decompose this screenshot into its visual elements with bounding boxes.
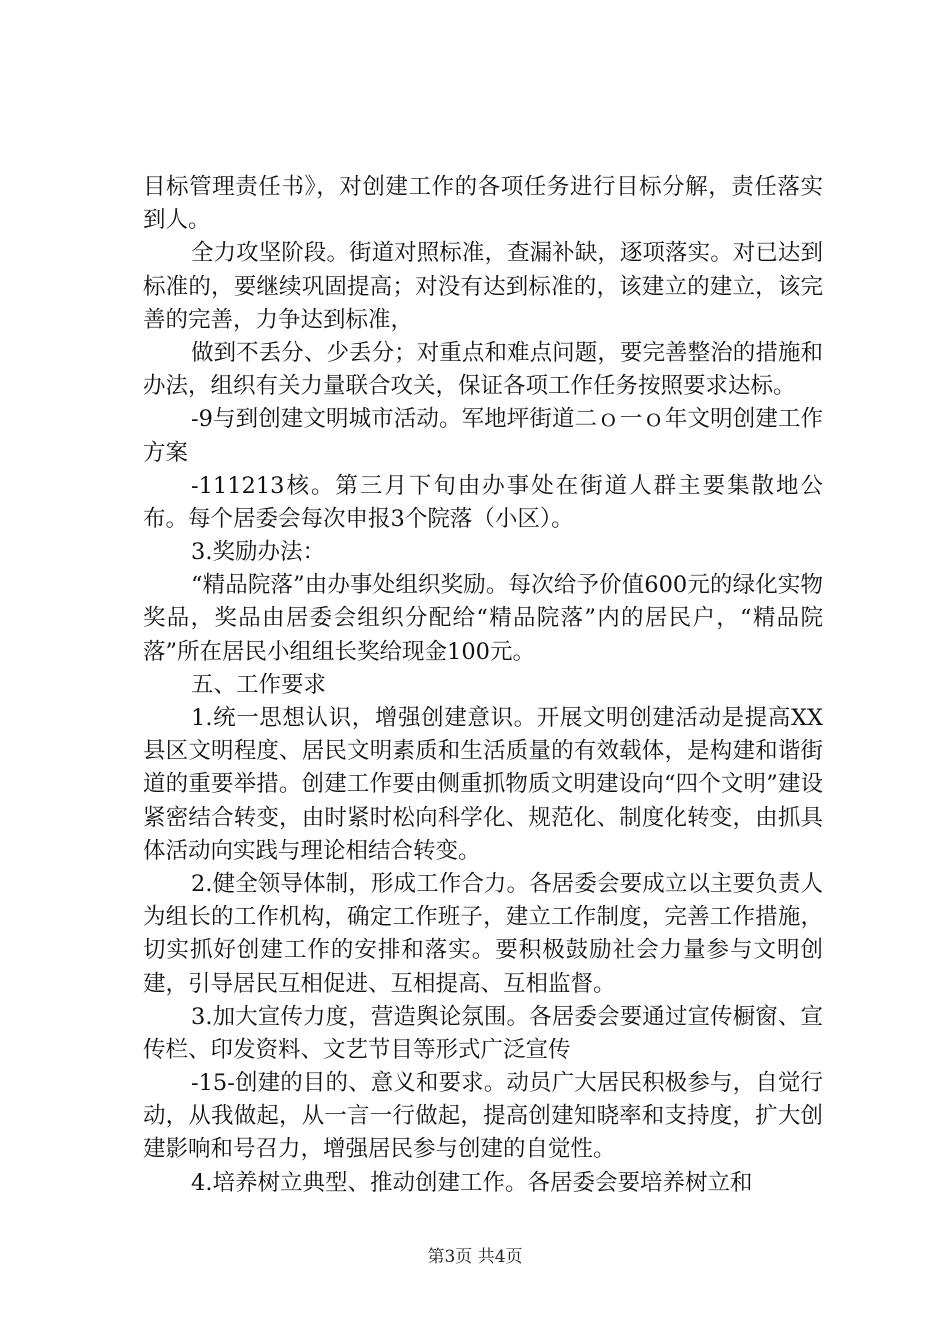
paragraph-10: 2.健全领导体制，形成工作合力。各居委会要成立以主要负责人为组长的工作机构，确定工作班子，建立工作制度，完善工作措施，切实抓好创建工作的安排和落实。要积极鼓励社会力量参与文明创建，引导居民互相促进、互相提高、互相监督。 xyxy=(143,870,823,997)
paragraph-3: 做到不丢分、少丢分；对重点和难点问题，要完善整治的措施和办法，组织有关力量联合攻关，保证各项工作任务按照要求达标。 xyxy=(143,339,823,400)
paragraph-11: 3.加大宣传力度，营造舆论氛围。各居委会要通过宣传橱窗、宣传栏、印发资料、文艺节目等形式广泛宣传 xyxy=(143,1003,823,1063)
page-number-footer: 第3页 共4页 xyxy=(427,1247,523,1267)
document-body xyxy=(143,171,823,1200)
paragraph-7: “精品院落”由办事处组织奖励。每次给予价值600元的绿化实物奖品，奖品由居委会组织分配给“精品院落”内的居民户，“精品院落”所在居民小组组长奖给现金100元。 xyxy=(143,572,823,665)
paragraph-4: -9与到创建文明城市活动。军地坪街道二ｏ一ｏ年文明创建工作方案 xyxy=(143,406,823,466)
paragraph-5: -111213核。第三月下旬由办事处在街道人群主要集散地公布。每个居委会每次申报3个院落（小区）。 xyxy=(143,472,823,532)
paragraph-13: 4.培养树立典型、推动创建工作。各居委会要培养树立和 xyxy=(191,1169,753,1196)
paragraph-9: 1.统一思想认识，增强创建意识。开展文明创建活动是提高XX县区文明程度、居民文明素质和生活质量的有效载体，是构建和谐街道的重要举措。创建工作要由侧重抓物质文明建设向“四个文明”建设紧密结合转变，由时紧时松向科学化、规范化、制度化转变，由抓具体活动向实践与理论相结合转变。 xyxy=(143,705,823,864)
section-heading: 五、工作要求 xyxy=(191,671,327,698)
paragraph-1: 目标管理责任书》，对创建工作的各项任务进行目标分解，责任落实到人。 xyxy=(143,174,823,234)
paragraph-2: 全力攻坚阶段。街道对照标准，查漏补缺，逐项落实。对已达到标准的，要继续巩固提高；对没有达到标准的，该建立的建立，该完善的完善，力争达到标准， xyxy=(143,240,823,333)
paragraph-6: 3.奖励办法： xyxy=(191,539,325,566)
paragraph-12: -15-创建的目的、意义和要求。动员广大居民积极参与，自觉行动，从我做起，从一言一行做起，提高创建知晓率和支持度，扩大创建影响和号召力，增强居民参与创建的自觉性。 xyxy=(143,1070,823,1163)
